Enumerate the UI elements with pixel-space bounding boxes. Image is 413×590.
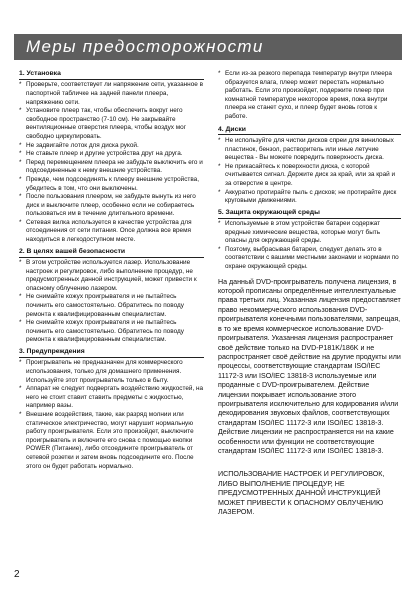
right-column: [218, 70, 401, 517]
list-item: * Используемые в этом устройстве батареи содержат вредные химические вещества, которые могут быть опасны для окружающей среды.: [218, 220, 401, 246]
section-heading: 1. Установка: [19, 70, 204, 80]
list-item: * Поэтому, выбрасывая батареи, следует делать это в соответствии с вашими местными законами и нормами по охране окружающей среды.: [218, 246, 401, 272]
laser-warning: ИСПОЛЬЗОВАНИЕ НАСТРОЕК И РЕГУЛИРОВОК, ЛИБО ВЫПОЛНЕНИЕ ПРОЦЕДУР, НЕ ПРЕДУСМОТРЕННЫХ ДАННОЙ ИНСТРУКЦИЕЙ МОЖЕТ ПРИВЕСТИ К ОПАСНОМУ ОБЛУЧЕНИЮ ЛАЗЕРОМ.: [218, 470, 385, 516]
list-item: * После пользования плеером, не забудьте вынуть из него диск и выключите плеер, особенно если не собираетесь пользоваться им в течение длительного времени.: [19, 193, 204, 219]
list-item: * Если из-за резкого перепада температур внутри плеера образуется влага, плеер может перестать нормально работать. Если это произойдет, подержите плеер при комнатной температуре некоторое время, пока внутри плеера не станет сухо, и плеер будет вновь готов к работе.: [218, 70, 401, 122]
section-heading: 2. В целях вашей безопасности: [19, 248, 204, 258]
list-item: * Проигрыватель не предназначен для коммерческого использования, только для домашнего применения. Используйте этот проигрыватель только в быту.: [19, 359, 204, 385]
section-environment: [218, 209, 401, 272]
left-column: [19, 70, 204, 474]
title-bar: [14, 34, 402, 60]
section-warnings: [19, 348, 204, 471]
list-item: * Аккуратно протирайте пыль с дисков; не протирайте диск круговыми движениями.: [218, 189, 401, 206]
page-number: 2: [14, 569, 20, 580]
license-paragraph: На данный DVD-проигрыватель получена лицензия, в которой прописаны определённые интеллектуальные права третьих лиц. Указанная лицензия предоставляет право некоммерческого использования DVD-проигрывателя конечными пользователями, запрещая, в то же время коммерческое использование DVD-проигрывателя. Указанная лицензия распространяет своё действие только на DVD-P181K/186K и не распространяет своё действие на другие продукты или процессы, соответствующие стандартам ISO/IEC 11172-3 или ISO/IEC 13818-3 используемые или проданные с DVD-проигрывателем. Действие лицензии покрывает использование этого проигрывателя исключительно для кодирования и/или декодирования звуковых файлов, соответствующих стандартам ISO/IEC 11172-3 или ISO/IEC 13818-3. Действие лицензии не распространяется ни на какие особенности или функции не соответствующие стандартам ISO/IEC 11172-3 или ISO/IEC 13818-3.: [218, 277, 401, 455]
section-installation: [19, 70, 204, 245]
list-item: * Сетевая вилка используется в качестве устройства для отсоединения от сети питания. Once должна все время находиться в легкодоступном месте.: [19, 219, 204, 245]
section-discs: [218, 126, 401, 206]
section-safety: [19, 248, 204, 345]
list-item: * Не снимайте кожух проигрывателя и не пытайтесь починить его самостоятельно. Обратитесь по поводу ремонта к квалифицированным специалистам.: [19, 319, 204, 345]
section-heading: 5. Защита окружающей среды: [218, 209, 401, 219]
list-item: * Не снимайте кожух проигрывателя и не пытайтесь починить его самостоятельно. Обратитесь по поводу ремонта к квалифицированным специалистам.: [19, 293, 204, 319]
list-item: * Не задвигайте лоток для диска рукой.: [19, 142, 204, 151]
page-title: Меры предосторожности: [26, 37, 264, 56]
list-item: * В этом устройстве используется лазер. Использование настроек и регулировок, либо выполнение процедур, не предусмотренных данной инструкцией, может привести к опасному облучению лазером.: [19, 259, 204, 293]
list-item: * Не прикасайтесь к поверхности диска, с которой считывается сигнал. Держите диск за край, или за край и за отверстие в центре.: [218, 163, 401, 189]
section-heading: 4. Диски: [218, 126, 401, 136]
list-item: * Не ставьте плеер и другие устройства друг на друга.: [19, 150, 204, 159]
list-item: * Установите плеер так, чтобы обеспечить вокруг него свободное пространство (7-10 см). Не закрывайте вентиляционные отверстия плеера, чтобы воздух мог свободно циркулировать.: [19, 107, 204, 141]
list-item: * Не используйте для чистки дисков спреи для виниловых пластинок, бензол, растворитель или иные летучие вещества - Вы можете повредить поверхность диска.: [218, 137, 401, 163]
list-item: * Аппарат не следует подвергать воздействию жидкостей, на него не стоит ставит ставить предметы с жидкостью, например вазы.: [19, 385, 204, 411]
list-item: * Перед перемещением плеера не забудьте выключить его и подсоединенные к нему внешние устройства.: [19, 159, 204, 176]
list-item: * Прежде, чем подсоединять к плееру внешние устройства, убедитесь в том, что они выключены.: [19, 176, 204, 193]
list-item: * Проверьте, соответствует ли напряжение сети, указанное в паспортной табличке на задней панели плеера, напряжению сети.: [19, 81, 204, 107]
section-heading: 3. Предупреждения: [19, 348, 204, 358]
list-item: * Внешние воздействия, такие, как разряд молнии или статическое электричество, могут нарушит нормальную работу проигрывателя. Если это произойдет, выключите проигрыватель и включите его снова с помощью кнопки POWER (Питание), либо отсоедините проигрыватель от сетевой розетки и затем вновь подсоедините его. После этого он будет работать нормально.: [19, 411, 204, 471]
